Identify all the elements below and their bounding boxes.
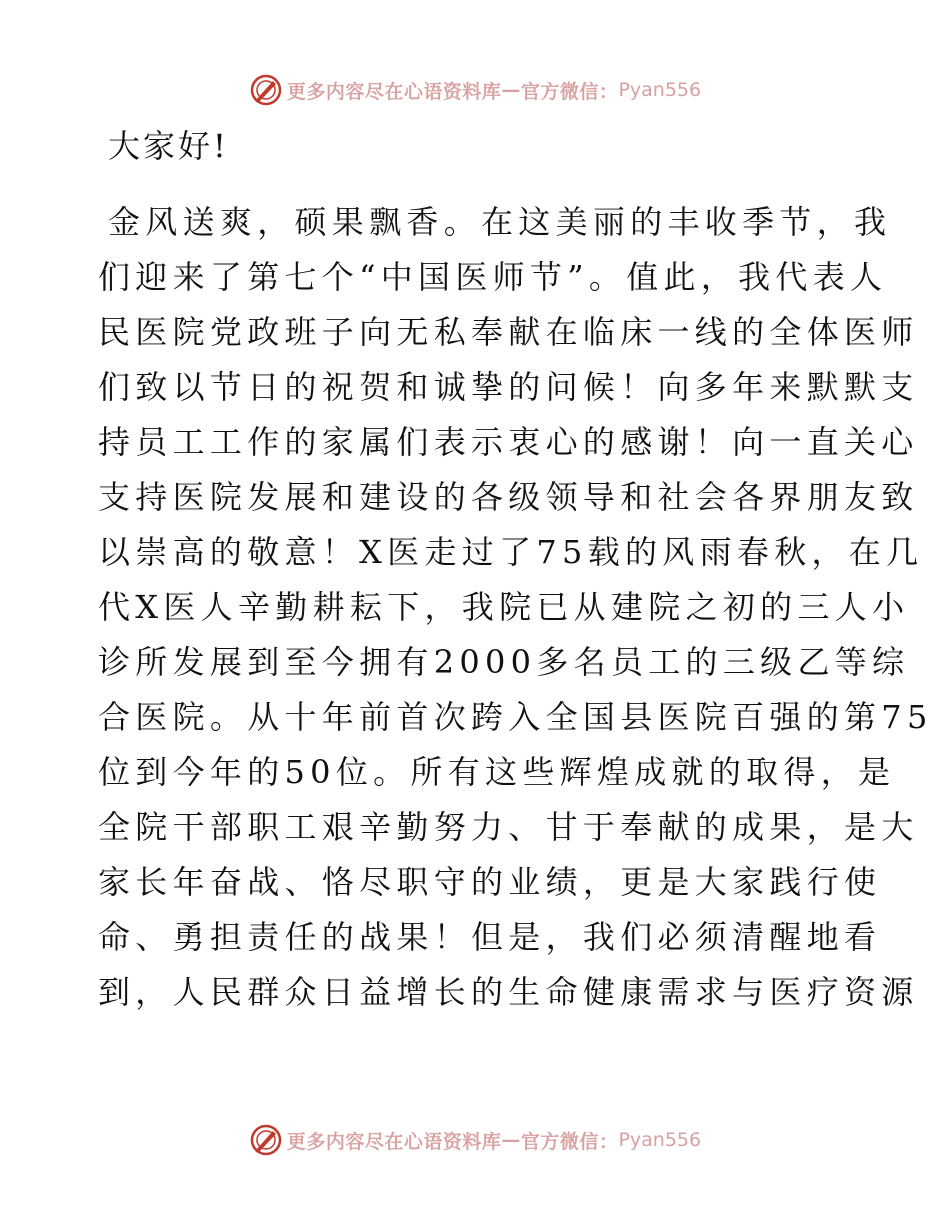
- text-line: 以崇高的敬意！X医走过了75载的风雨春秋，在几: [98, 533, 924, 571]
- greeting: 大家好!: [108, 127, 229, 165]
- banner-dash: —: [501, 1129, 521, 1151]
- text-line: 诊所发展到至今拥有2000多名员工的三级乙等综: [98, 643, 910, 681]
- header-watermark: [0, 70, 950, 110]
- text-line: 位到今年的50位。所有这些辉煌成就的取得，是: [98, 753, 896, 791]
- body-text: [98, 195, 933, 1020]
- wechat-label: 官方微信：: [520, 80, 619, 103]
- site-name: 更多内容尽在心语资料库: [286, 80, 502, 103]
- text-line: 民医院党政班子向无私奉献在临床一线的全体医师: [98, 313, 919, 351]
- text-line: 合医院。从十年前首次跨入全国县医院百强的第75: [98, 698, 933, 736]
- text-line: 命、勇担责任的战果！但是，我们必须清醒地看: [98, 918, 882, 956]
- pen-logo-icon: [249, 1123, 283, 1157]
- site-name: 更多内容尽在心语资料库: [286, 1130, 502, 1153]
- text-line: 支持医院发展和建设的各级领导和社会各界朋友致: [98, 478, 919, 516]
- wechat-id: Pyan556: [618, 1129, 702, 1151]
- text-line: 到，人民群众日益增长的生命健康需求与医疗资源: [98, 973, 919, 1011]
- footer-watermark: [0, 1120, 950, 1160]
- text-line: 持员工工作的家属们表示衷心的感谢！向一直关心: [98, 423, 919, 461]
- banner-dash: —: [501, 79, 521, 101]
- wechat-id: Pyan556: [618, 79, 702, 101]
- text-line: 们迎来了第七个“中国医师节”。值此，我代表人: [98, 258, 888, 296]
- pen-logo-icon: [249, 73, 283, 107]
- wechat-label: 官方微信：: [520, 1130, 619, 1153]
- text-line: 家长年奋战、恪尽职守的业绩，更是大家践行使: [98, 863, 882, 901]
- text-line: 代X医人辛勤耕耘下，我院已从建院之初的三人小: [98, 588, 910, 626]
- text-line: 们致以节日的祝贺和诚挚的问候！向多年来默默支: [98, 368, 919, 406]
- text-line: 全院干部职工艰辛勤努力、甘于奉献的成果，是大: [98, 808, 919, 846]
- text-line: 金风送爽，硕果飘香。在这美丽的丰收季节，我: [108, 203, 892, 241]
